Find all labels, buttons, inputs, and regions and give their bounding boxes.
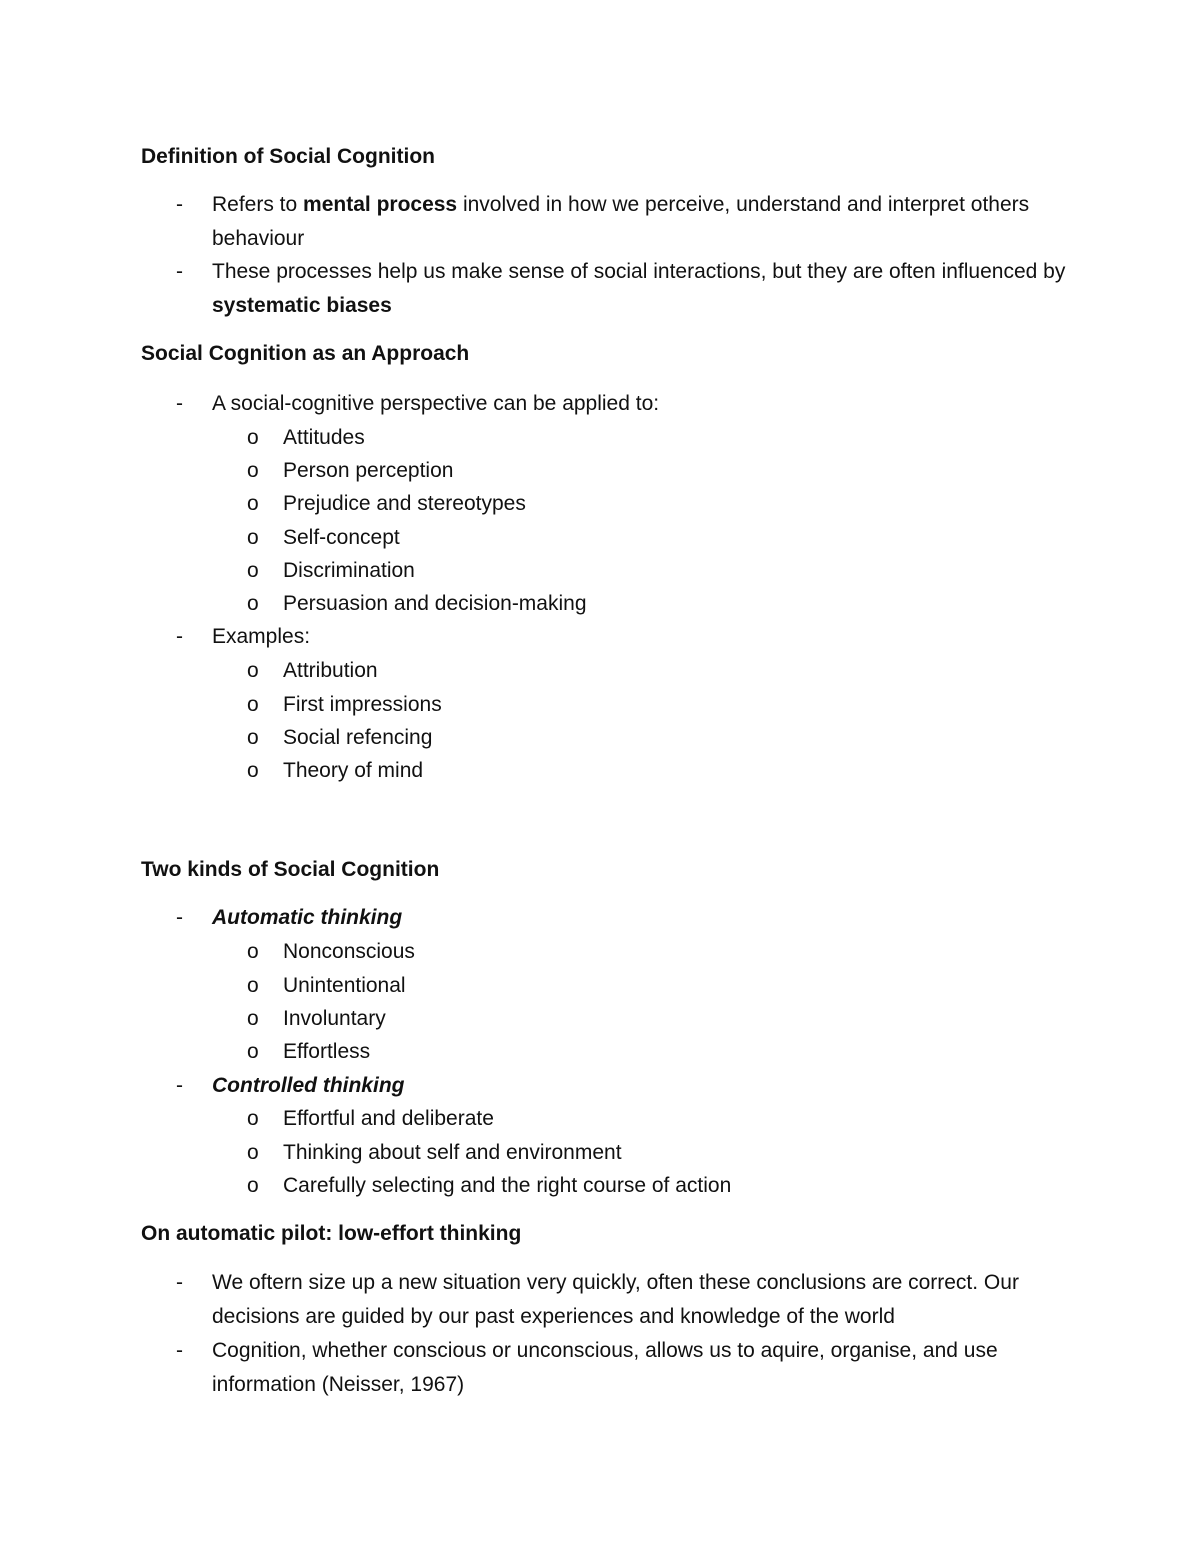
controlled-thinking: Controlled thinking <box>212 1074 405 1097</box>
example-item: First impressions <box>283 693 442 716</box>
bullet-dash: - <box>176 625 183 648</box>
sub-bullet-circle: o <box>247 1174 259 1197</box>
sub-bullet-circle: o <box>247 693 259 716</box>
heading-autopilot: On automatic pilot: low-effort thinking <box>141 1222 522 1245</box>
example-item: Social refencing <box>283 726 433 749</box>
sub-bullet-circle: o <box>247 1007 259 1030</box>
heading-approach: Social Cognition as an Approach <box>141 342 470 365</box>
bullet-dash: - <box>176 1074 183 1097</box>
sub-bullet-circle: o <box>247 492 259 515</box>
controlled-item: Effortful and deliberate <box>283 1107 494 1130</box>
sub-bullet-circle: o <box>247 974 259 997</box>
sub-bullet-circle: o <box>247 659 259 682</box>
autopilot-bullet-1: We oftern size up a new situation very quickly, often these conclusions are correct. Our decisions are guided by our past experiences and knowledge of the world <box>212 1271 1019 1328</box>
sub-bullet-circle: o <box>247 726 259 749</box>
controlled-item: Thinking about self and environment <box>283 1141 622 1164</box>
definition-bullet-2: These processes help us make sense of social interactions, but they are often influenced by systematic biases <box>212 260 1066 317</box>
bullet-dash: - <box>176 906 183 929</box>
sub-bullet-circle: o <box>247 1040 259 1063</box>
bullet-dash: - <box>176 1339 183 1362</box>
heading-two-kinds: Two kinds of Social Cognition <box>141 858 440 881</box>
sub-bullet-circle: o <box>247 459 259 482</box>
sub-bullet-circle: o <box>247 940 259 963</box>
approach-bullet-1: A social-cognitive perspective can be applied to: <box>212 392 660 415</box>
sub-bullet-circle: o <box>247 559 259 582</box>
applied-item: Persuasion and decision-making <box>283 592 587 615</box>
example-item: Theory of mind <box>283 759 424 782</box>
automatic-item: Nonconscious <box>283 940 415 963</box>
applied-item: Person perception <box>283 459 454 482</box>
applied-item: Attitudes <box>283 426 365 449</box>
applied-item: Discrimination <box>283 559 415 582</box>
approach-bullet-2: Examples: <box>212 625 311 648</box>
example-item: Attribution <box>283 659 378 682</box>
applied-item: Self-concept <box>283 526 400 549</box>
applied-item: Prejudice and stereotypes <box>283 492 526 515</box>
heading-definition: Definition of Social Cognition <box>141 145 435 168</box>
bullet-dash: - <box>176 193 183 216</box>
sub-bullet-circle: o <box>247 592 259 615</box>
sub-bullet-circle: o <box>247 426 259 449</box>
definition-bullet-1: Refers to mental process involved in how we perceive, understand and interpret others behaviour <box>212 193 1030 250</box>
automatic-item: Involuntary <box>283 1007 386 1030</box>
automatic-thinking: Automatic thinking <box>212 906 403 929</box>
controlled-item: Carefully selecting and the right course of action <box>283 1174 732 1197</box>
automatic-item: Effortless <box>283 1040 371 1063</box>
sub-bullet-circle: o <box>247 526 259 549</box>
bullet-dash: - <box>176 1271 183 1294</box>
bullet-dash: - <box>176 392 183 415</box>
autopilot-bullet-2: Cognition, whether conscious or unconscious, allows us to aquire, organise, and use information (Neisser, 1967) <box>212 1339 998 1396</box>
sub-bullet-circle: o <box>247 1107 259 1130</box>
sub-bullet-circle: o <box>247 759 259 782</box>
automatic-item: Unintentional <box>283 974 406 997</box>
bullet-dash: - <box>176 260 183 283</box>
sub-bullet-circle: o <box>247 1141 259 1164</box>
